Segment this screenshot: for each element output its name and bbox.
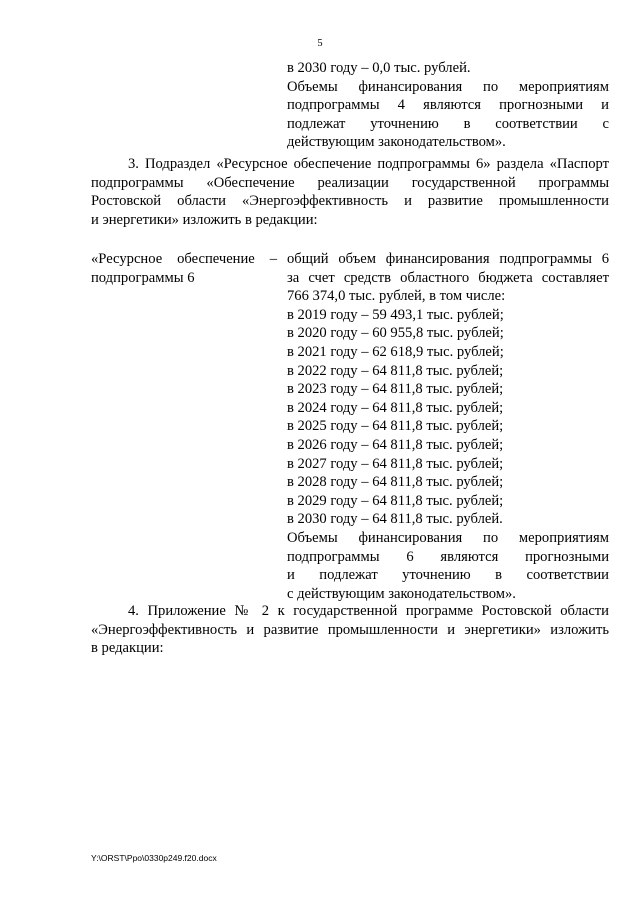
text-line: подлежат уточнению в соответствии с — [287, 115, 609, 132]
table-value-line: в 2029 году – 64 811,8 тыс. рублей; — [287, 492, 504, 509]
resource-table-content — [287, 250, 609, 603]
file-path-footer: Y:\ORST\Ppo\0330p249.f20.docx — [91, 853, 217, 863]
table-value-line: в 2026 году – 64 811,8 тыс. рублей; — [287, 436, 504, 453]
table-value-line: общий объем финансирования подпрограммы 6 — [287, 251, 609, 267]
text-line: и энергетики» изложить в редакции: — [91, 211, 318, 228]
table-value-line: подпрограммы 6 являются прогнозными — [287, 548, 609, 565]
text-line: в 2030 году – 0,0 тыс. рублей. — [287, 60, 471, 76]
text-line: Ростовской области «Энергоэффективность и развитие промышленности — [91, 193, 609, 210]
text-line: подпрограммы 4 являются прогнозными и — [287, 97, 609, 114]
text-line: «Энергоэффективность и развитие промышленности и энергетики» изложить — [91, 621, 609, 638]
table-value-line: в 2024 году – 64 811,8 тыс. рублей; — [287, 399, 504, 416]
text-line: 4. Приложение № 2 к государственной программе Ростовской области — [128, 603, 609, 619]
text-line: подпрограммы «Обеспечение реализации государственной программы — [91, 174, 609, 191]
text-line: в редакции: — [91, 640, 164, 657]
text-line: Объемы финансирования по мероприятиям — [287, 78, 609, 95]
text-line: действующим законодательством». — [287, 134, 506, 151]
section-3-paragraph — [91, 155, 609, 229]
table-label-line: «Ресурсное обеспечение – — [91, 251, 277, 267]
table-value-line: в 2025 году – 64 811,8 тыс. рублей; — [287, 418, 504, 435]
table-value-line: и подлежат уточнению в соответствии — [287, 567, 609, 584]
table-value-line: в 2022 году – 64 811,8 тыс. рублей; — [287, 362, 504, 379]
continued-text-block — [287, 59, 609, 152]
table-value-line: в 2030 году – 64 811,8 тыс. рублей. — [287, 511, 503, 528]
table-value-line: в 2020 году – 60 955,8 тыс. рублей; — [287, 325, 504, 342]
table-value-line: в 2019 году – 59 493,1 тыс. рублей; — [287, 306, 504, 323]
text-line: 3. Подраздел «Ресурсное обеспечение подпрограммы 6» раздела «Паспорт — [128, 156, 609, 172]
table-value-line: в 2021 году – 62 618,9 тыс. рублей; — [287, 343, 504, 360]
table-value-line: Объемы финансирования по мероприятиям — [287, 529, 609, 546]
table-value-line: в 2028 году – 64 811,8 тыс. рублей; — [287, 474, 504, 491]
section-4-paragraph — [91, 602, 609, 658]
table-value-line: с действующим законодательством». — [287, 585, 516, 602]
resource-table-label — [91, 250, 277, 287]
table-value-line: за счет средств областного бюджета составляет — [287, 269, 609, 286]
table-value-line: в 2027 году – 64 811,8 тыс. рублей; — [287, 455, 504, 472]
table-label-line: подпрограммы 6 — [91, 269, 195, 286]
table-value-line: 766 374,0 тыс. рублей, в том числе: — [287, 288, 506, 305]
page-number: 5 — [317, 38, 323, 49]
table-value-line: в 2023 году – 64 811,8 тыс. рублей; — [287, 381, 504, 398]
